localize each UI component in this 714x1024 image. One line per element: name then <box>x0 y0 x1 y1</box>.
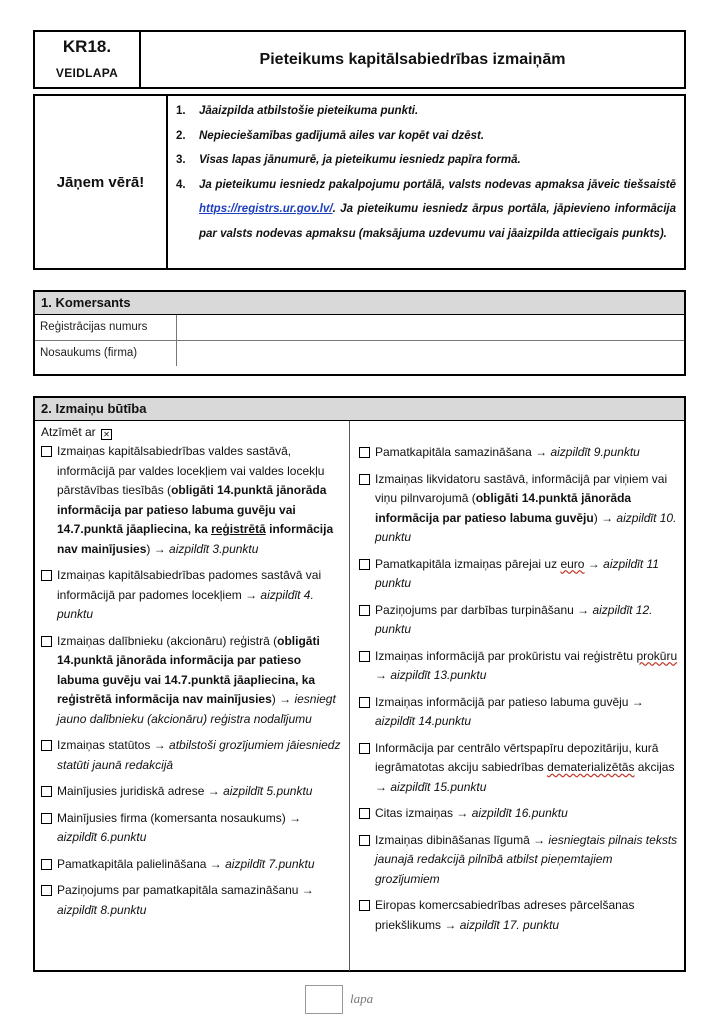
change-option-text <box>57 855 344 875</box>
option-text-part: aizpildīt 16.punktu <box>471 806 568 820</box>
change-options <box>35 421 684 971</box>
change-option-text <box>57 442 344 559</box>
change-option <box>40 442 344 559</box>
registry-portal-link[interactable]: https://registrs.ur.gov.lv/ <box>199 203 333 216</box>
change-option-text <box>57 566 344 625</box>
change-option <box>358 601 679 640</box>
option-text-part: ) → <box>593 510 617 525</box>
option-text-part: prokūru <box>636 648 678 663</box>
checkbox[interactable] <box>41 885 52 896</box>
change-option <box>40 881 344 920</box>
change-option-text <box>57 881 344 920</box>
instruction-number: 2. <box>176 129 186 142</box>
change-option-text <box>375 831 679 890</box>
checked-box-icon: ✕ <box>101 429 112 440</box>
page-label: lapa <box>350 991 374 1006</box>
option-text-part: → <box>584 556 604 571</box>
registration-number-field[interactable] <box>177 315 684 340</box>
option-text-part: Paziņojums par darbības turpināšanu → <box>375 602 593 617</box>
option-text-part: informācija nav mainījusies <box>57 522 334 556</box>
instruction-text-part: . Ja pieteikumu iesniedz ārpus portāla, jāpievieno informācija par valsts nodevas apmaksu (maksājuma uzdevumu vai jāaizpilda attiecīgais punkts). <box>199 203 676 240</box>
form-code: KR18. <box>62 37 112 56</box>
mark-instruction <box>41 425 344 440</box>
option-text-part: Izmaiņas statūtos → <box>57 738 170 752</box>
change-option-text <box>57 736 344 775</box>
change-option <box>358 555 679 594</box>
checkbox[interactable] <box>359 559 370 570</box>
option-text-part: obligāti 14.punktā jānorāda informācija par patieso labuma guvēju vai 14.7.punktā jāapliecina, ka <box>57 483 327 536</box>
option-text-part: Izmaiņas kapitālsabiedrības valdes sastāvā, informācijā par valdes locekļiem vai valdes locekļu pārstāvības tiesībās ( <box>57 444 325 497</box>
checkbox[interactable] <box>359 447 370 458</box>
option-text-part: Pamatkapitāla izmaiņas pārejai uz <box>375 556 561 571</box>
change-option <box>40 632 344 730</box>
change-option <box>40 809 344 848</box>
change-option <box>40 566 344 625</box>
option-text-part: Mainījusies juridiskā adrese → <box>57 784 224 798</box>
option-text-part: obligāti 14.punktā jānorāda informācija par patieso labuma guvēju <box>375 491 632 525</box>
option-text-part: aizpildīt 6.punktu <box>57 830 147 844</box>
section-komersants <box>33 290 686 376</box>
option-text-part: aizpildīt 3.punktu <box>169 541 259 556</box>
change-option <box>358 804 679 824</box>
instructions-box <box>33 94 686 270</box>
option-text-part: aizpildīt 7.punktu <box>225 856 315 871</box>
option-text-part: ) → <box>271 692 295 706</box>
checkbox[interactable] <box>41 786 52 797</box>
form-code-block <box>35 32 141 87</box>
option-text-part: aizpildīt 12. punktu <box>375 602 653 636</box>
change-option <box>358 739 679 798</box>
form-type-label: VEIDLAPA <box>55 66 119 80</box>
instruction-item <box>176 99 676 124</box>
checkbox[interactable] <box>41 859 52 870</box>
change-option-text <box>375 647 679 686</box>
instruction-text <box>199 173 676 247</box>
option-text-part: Eiropas komercsabiedrības adreses pārcelšanas priekšlikums → <box>375 898 635 932</box>
option-text-part: aizpildīt 13.punktu <box>390 668 487 682</box>
option-text-part: Izmaiņas dibināšanas līgumā → <box>375 832 549 847</box>
option-text-part: Citas izmaiņas → <box>375 806 472 820</box>
instruction-number: 1. <box>176 105 186 117</box>
option-text-part: aizpildīt 14.punktu <box>375 714 472 728</box>
option-text-part: euro <box>560 556 585 571</box>
change-option-text <box>375 739 679 798</box>
change-option-text <box>375 555 679 594</box>
option-text-part: Izmaiņas informācijā par prokūristu vai reģistrētu <box>375 648 637 663</box>
checkbox[interactable] <box>359 808 370 819</box>
option-text-part: Pamatkapitāla palielināšana → <box>57 856 226 871</box>
change-option <box>358 470 679 548</box>
company-name-field[interactable] <box>177 341 684 366</box>
change-option <box>358 831 679 890</box>
change-option <box>40 855 344 875</box>
checkbox[interactable] <box>41 446 52 457</box>
instruction-number: 3. <box>176 154 186 167</box>
checkbox[interactable] <box>359 900 370 911</box>
registration-number-label: Reģistrācijas numurs <box>35 315 177 340</box>
checkbox[interactable] <box>359 697 370 708</box>
change-option-text <box>375 896 679 935</box>
change-option-text <box>375 601 679 640</box>
option-text-part: iesniegtais pilnais teksts jaunajā redakcijā pilnībā atbilst pieņemtajiem grozījumiem <box>375 832 678 886</box>
option-text-part: aizpildīt 4. punktu <box>57 587 314 621</box>
section-title: 2. Izmaiņu būtība <box>35 398 684 421</box>
change-option <box>358 443 679 463</box>
change-option <box>358 896 679 935</box>
checkbox[interactable] <box>359 651 370 662</box>
checkbox[interactable] <box>359 605 370 616</box>
change-option-text <box>57 632 344 730</box>
change-option <box>358 693 679 732</box>
instruction-text: Visas lapas jānumurē, ja pieteikumu iesniedz papīra formā. <box>199 154 521 167</box>
checkbox[interactable] <box>41 740 52 751</box>
instruction-item <box>176 124 676 149</box>
instruction-text: Jāaizpilda atbilstošie pieteikuma punkti. <box>199 105 419 117</box>
option-text-part: Izmaiņas dalībnieku (akcionāru) reģistrā ( <box>57 633 278 648</box>
option-text-part: aizpildīt 15.punktu <box>390 779 487 794</box>
change-options-left <box>35 421 350 971</box>
field-row-company-name <box>35 341 684 366</box>
option-text-part: aizpildīt 11 punktu <box>375 556 659 590</box>
instruction-item <box>176 173 676 247</box>
change-option-text <box>57 782 344 802</box>
change-option <box>40 736 344 775</box>
change-option-text <box>375 443 679 463</box>
option-text-part: aizpildīt 5.punktu <box>223 784 313 798</box>
mark-instruction-text: Atzīmēt ar <box>41 425 96 439</box>
instruction-text: Nepieciešamības gadījumā ailes var kopēt vai dzēst. <box>199 129 485 142</box>
checkbox[interactable] <box>359 835 370 846</box>
instruction-text-part: Ja pieteikumu iesniedz pakalpojumu portālā, valsts nodevas apmaksa jāveic tiešsaistē <box>199 178 676 191</box>
option-text-part: iesniegt jauno dalībnieku (akcionāru) reģistra nodalījumu <box>57 692 336 726</box>
company-name-label: Nosaukums (firma) <box>35 341 177 366</box>
option-text-part: reģistrētā <box>211 522 266 536</box>
page-number-field[interactable] <box>305 985 343 1014</box>
option-text-part: aizpildīt 9.punktu <box>550 445 640 459</box>
instructions-label: Jāņem vērā! <box>35 96 168 268</box>
checkbox[interactable] <box>41 570 52 581</box>
option-text-part: → <box>375 668 391 682</box>
change-options-right <box>350 421 684 971</box>
change-option <box>40 782 344 802</box>
option-text-part: Informācija par centrālo vērtspapīru depozitāriju, kurā iegrāmatotas akciju sabiedrības <box>375 740 659 774</box>
option-text-part: Pamatkapitāla samazināšana → <box>375 445 551 459</box>
checkbox[interactable] <box>41 636 52 647</box>
section-title: 1. Komersants <box>35 292 684 315</box>
checkbox[interactable] <box>359 474 370 485</box>
page-title: Pieteikums kapitālsabiedrības izmaiņām <box>259 50 566 68</box>
change-option-text <box>57 809 344 848</box>
checkbox[interactable] <box>41 813 52 824</box>
instruction-number: 4. <box>176 178 186 191</box>
option-text-part: Paziņojums par pamatkapitāla samazināšanu → <box>57 883 314 897</box>
option-text-part: dematerializētās <box>547 760 635 774</box>
option-text-part: Izmaiņas likvidatoru sastāvā, informācijā par viņiem vai viņu pilnvarojumā ( <box>375 471 668 505</box>
option-text-part: akcijas → <box>375 760 675 794</box>
field-row-registration-number <box>35 315 684 341</box>
change-option-text <box>375 693 679 732</box>
option-text-part: atbilstoši grozījumiem jāiesniedz statūti jaunā redakcijā <box>57 738 341 772</box>
instructions-list <box>168 96 684 268</box>
option-text-part: aizpildīt 17. punktu <box>459 917 560 932</box>
option-text-part: aizpildīt 8.punktu <box>57 902 147 917</box>
checkbox[interactable] <box>359 743 370 754</box>
form-header <box>33 30 686 89</box>
option-text-part: Mainījusies firma (komersanta nosaukums) → <box>57 810 302 825</box>
option-text-part: obligāti 14.punktā jānorāda informācija par patieso labuma guvēju vai 14.7.punktā jāapliecina, ka reģistrētā informācija nav mainījusies <box>57 633 320 706</box>
option-text-part: Izmaiņas informācijā par patieso labuma guvēju → <box>375 694 644 709</box>
option-text-part: aizpildīt 10. punktu <box>375 510 677 544</box>
instruction-item <box>176 148 676 173</box>
option-text-part: Izmaiņas kapitālsabiedrības padomes sastāvā vai informācijā par padomes locekļiem → <box>57 568 322 602</box>
section-change-nature <box>33 396 686 972</box>
change-option-text <box>375 804 679 824</box>
option-text-part: ) → <box>146 541 170 556</box>
change-option-text <box>375 470 679 548</box>
change-option <box>358 647 679 686</box>
